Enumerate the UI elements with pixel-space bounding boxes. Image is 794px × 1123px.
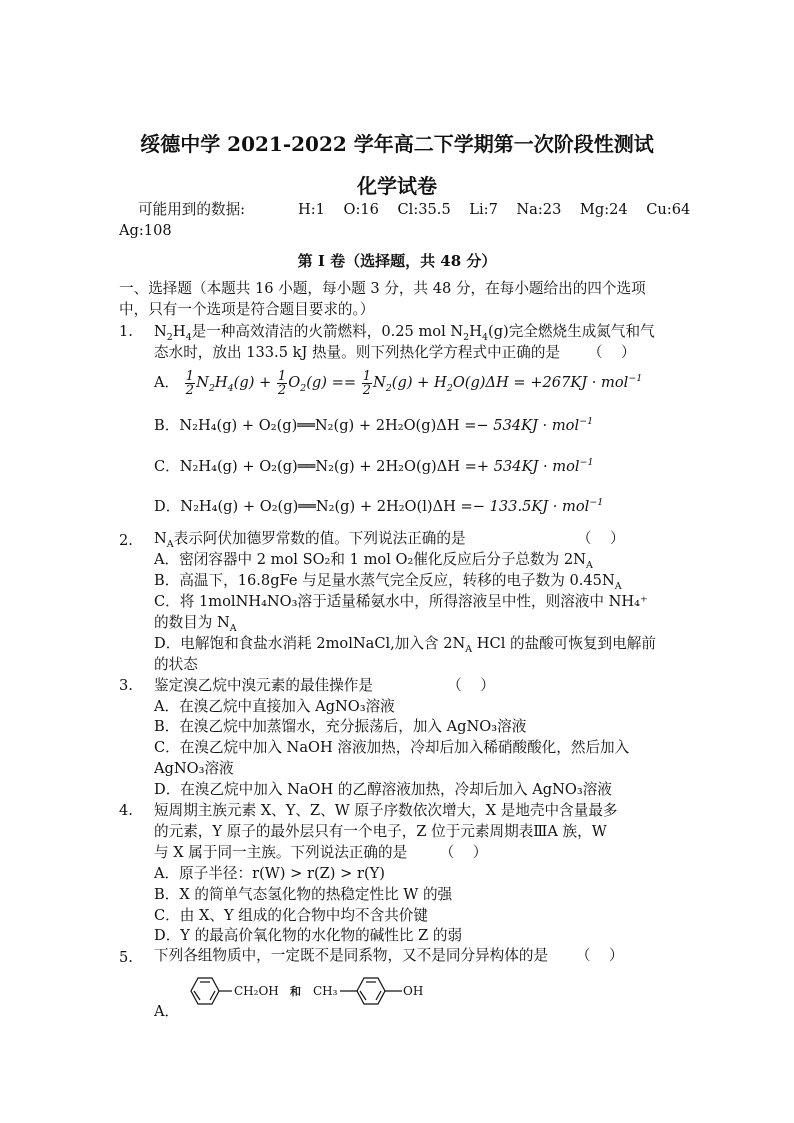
q2-option-d-line1: D．电解饱和食盐水消耗 2molNaCl,加入含 $2N_A$ HCl 的盐酸可恢复到电解前	[154, 635, 656, 655]
q3-option-c-line1: C．在溴乙烷中加入 NaOH 溶液加热，冷却后加入稀硝酸酸化，然后加入	[154, 739, 630, 756]
q3-option-c-line2: AgNO₃溶液	[154, 760, 234, 777]
q5-option-a-label: A．	[154, 1003, 180, 1020]
atomic-mass-values-cont: Ag:108	[119, 222, 172, 239]
atomic-mass-label: 可能用到的数据:	[138, 201, 246, 218]
q1-number: 1.	[119, 323, 133, 340]
q4-number: 4.	[119, 802, 133, 819]
q5-stem: 下列各组物质中，一定既不是同系物，又不是同分异构体的是 （ ）	[154, 947, 624, 964]
q2-option-d-line2: 的状态	[154, 656, 198, 673]
q2-option-a: A．密闭容器中 2 mol SO₂和 1 mol O₂催化反应后分子总数为 $2N_A$	[154, 551, 593, 571]
benzene-ring-left	[191, 978, 232, 1004]
q3-number: 3.	[119, 677, 133, 694]
section-title: 第 I 卷（选择题，共 48 分）	[297, 252, 497, 270]
q5-number: 5.	[119, 949, 133, 966]
q4-option-d: D．Y 的最高价氧化物的水化物的碱性比 Z 的弱	[154, 927, 463, 944]
q3-option-d: D．在溴乙烷中加入 NaOH 的乙醇溶液加热，冷却后加入 AgNO₃溶液	[154, 781, 612, 798]
q5-right-group: OH	[403, 984, 424, 998]
q5-right-prefix: CH₃	[313, 984, 338, 998]
q2-number: 2.	[119, 532, 133, 549]
q3-stem: 鉴定溴乙烷中溴元素的最佳操作是 （ ）	[154, 677, 495, 694]
exam-title: 绥德中学 2021-2022 学年高二下学期第一次阶段性测试	[140, 132, 654, 156]
q1-stem-line2: 态水时，放出 133.5 kJ 热量。则下列热化学方程式中正确的是 （ ）	[154, 344, 636, 361]
q2-option-c-line2: 的数目为 $N_A$	[154, 614, 237, 634]
benzene-ring-right	[340, 978, 402, 1004]
q3-option-a: A．在溴乙烷中直接加入 AgNO₃溶液	[154, 698, 395, 715]
q2-option-c-line1: C．将 1molNH₄NO₃溶于适量稀氨水中，所得溶液呈中性，则溶液中 NH₄⁺	[154, 593, 648, 610]
q2-stem: $N_A$表示阿伏加德罗常数的值。下列说法正确的是 （ ）	[154, 530, 625, 550]
exam-subtitle: 化学试卷	[357, 174, 437, 198]
q1-option-d: D．N₂H₄(g) + O₂(g)══N₂(g) + 2H₂O(l)ΔH =− 133.5KJ · mol$^{-1}$	[154, 497, 604, 515]
q1-option-b: B．N₂H₄(g) + O₂(g)══N₂(g) + 2H₂O(g)ΔH =− 534KJ · mol$^{-1}$	[154, 416, 594, 434]
section-intro-line1: 一、选择题（本题共 16 小题，每小题 3 分，共 48 分，在每小题给出的四个选项	[119, 280, 646, 297]
q4-option-c: C．由 X、Y 组成的化合物中均不含共价键	[154, 907, 428, 924]
q2-option-b: B．高温下，16.8gFe 与足量水蒸气完全反应，转移的电子数为 $0.45N_A$	[154, 572, 622, 592]
q4-stem-line1: 短周期主族元素 X、Y、Z、W 原子序数依次增大，X 是地壳中含量最多	[154, 802, 618, 819]
q4-stem-line2: 的元素，Y 原子的最外层只有一个电子，Z 位于元素周期表ⅢA 族，W	[154, 823, 607, 840]
q5-and: 和	[290, 985, 301, 998]
q1-option-c: C．N₂H₄(g) + O₂(g)══N₂(g) + 2H₂O(g)ΔH =+ 534KJ · mol$^{-1}$	[154, 457, 594, 475]
q3-option-b: B．在溴乙烷中加蒸馏水，充分振荡后，加入 AgNO₃溶液	[154, 718, 527, 735]
q1-option-a: A． $\frac{1}{2}$ $N_2H_4(g)$ + $\frac{1}{2}$ $O_2(g)$ == $\frac{1}{2}$ $N_2(g) + H_2O(g)\Delta H = +267KJ \cdot mol^{-1}$	[154, 368, 643, 398]
q4-stem-line3: 与 X 属于同一主族。下列说法正确的是 （ ）	[154, 844, 488, 861]
q1-stem-line1: $N_2H_4$是一种高效清洁的火箭燃料，0.25 mol $N_2H_4(g)$完全燃烧生成氮气和气	[154, 323, 655, 343]
q4-option-b: B．X 的简单气态氢化物的热稳定性比 W 的强	[154, 886, 453, 903]
section-intro-line2: 中，只有一个选项是符合题目要求的。）	[119, 301, 375, 318]
q5-left-group: CH₂OH	[234, 984, 279, 998]
atomic-mass-values: H:1 O:16 Cl:35.5 Li:7 Na:23 Mg:24 Cu:64	[298, 201, 691, 218]
q4-option-a: A．原子半径：r(W) > r(Z) > r(Y)	[154, 865, 385, 882]
